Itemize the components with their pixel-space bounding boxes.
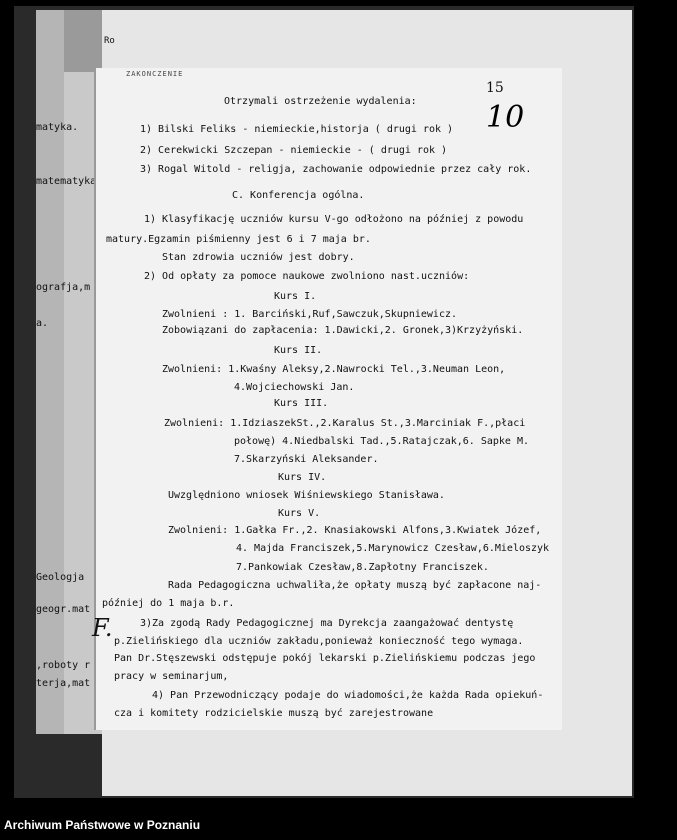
text-line: 7.Pankowiak Czesław,8.Zapłotny Franciszek. (236, 562, 489, 573)
course-heading: Kurs II. (274, 345, 323, 356)
text-line: Zwolnieni: 1.Kwaśny Aleksy,2.Nawrocki Tel.,3.Neuman Leon, (162, 364, 506, 375)
margin-mark: F. (92, 614, 113, 642)
text-line: 7.Skarzyński Aleksander. (234, 454, 379, 465)
margin-fragment: ,roboty r (36, 660, 91, 671)
text-line: połowę) 4.Niedbalski Tad.,5.Ratajczak,6. Sapke M. (234, 436, 530, 447)
text-line: Zwolnieni : 1. Barciński,Ruf,Sawczuk,Skupniewicz. (162, 309, 458, 320)
course-heading: Kurs I. (274, 291, 317, 302)
page-stamp: 15 (486, 80, 504, 96)
text-line: Uwzględniono wniosek Wiśniewskiego Stanisława. (168, 490, 445, 501)
document-page (96, 68, 562, 730)
course-heading: Kurs III. (274, 398, 329, 409)
text-line: Pan Dr.Stęszewski odstępuje pokój lekarski p.Zielińskiemu podczas jego (114, 653, 536, 664)
archive-credit: Archiwum Państwowe w Poznaniu (4, 818, 201, 832)
text-line: Stan zdrowia uczniów jest dobry. (162, 252, 355, 263)
text-line: Otrzymali ostrzeżenie wydalenia: (224, 96, 417, 107)
margin-fragment: terja,mat (36, 678, 91, 689)
section-heading: C. Konferencja ogólna. (232, 190, 365, 201)
course-heading: Kurs V. (278, 508, 321, 519)
handwritten-number: 10 (486, 100, 525, 135)
text-line: 4) Pan Przewodniczący podaje do wiadomości,że każda Rada opiekuń- (152, 690, 544, 701)
margin-fragment: Geologja (36, 572, 85, 583)
text-line: cza i komitety rodzicielskie muszą być zarejestrowane (114, 708, 434, 719)
margin-fragment: matyka. (36, 122, 79, 133)
text-line: 2) Od opłaty za pomoce naukowe zwolniono nast.uczniów: (144, 271, 470, 282)
text-line: Zwolnieni: 1.IdziaszekSt.,2.Karalus St.,3.Marciniak F.,płaci (164, 418, 526, 429)
margin-fragment: a. (36, 318, 49, 329)
text-line: matury.Egzamin piśmienny jest 6 i 7 maja br. (106, 234, 371, 245)
text-line: 3) Rogal Witold - religja, zachowanie odpowiednie przez cały rok. (140, 164, 532, 175)
text-line: 4.Wojciechowski Jan. (234, 382, 355, 393)
text-line: później do 1 maja b.r. (102, 598, 235, 609)
text-line: Rada Pedagogiczna uchwaliła,że opłaty muszą być zapłacone naj- (168, 580, 542, 591)
text-line: 4. Majda Franciszek,5.Marynowicz Czesław,6.Mieloszyk (236, 543, 550, 554)
page-tab (64, 10, 102, 72)
text-line: 1) Klasyfikację uczniów kursu V-go odłożono na później z powodu (144, 214, 524, 225)
margin-fragment: ografja,m (36, 282, 91, 293)
back-page-marker: Ro (104, 36, 115, 46)
text-line: 1) Bilski Feliks - niemieckie,historja ( drugi rok ) (140, 124, 454, 135)
margin-fragment: geogr.mat (36, 604, 91, 615)
margin-fragment: matematyka (36, 176, 97, 187)
text-line: Zobowiązani do zapłacenia: 1.Dawicki,2. Gronek,3)Krzyżyński. (162, 325, 524, 336)
text-line: 2) Cerekwicki Szczepan - niemieckie - ( drugi rok ) (140, 145, 448, 156)
text-line: pracy w seminarjum, (114, 671, 229, 682)
header-text: ZAKONCZENIE (126, 70, 184, 78)
text-line: 3)Za zgodą Rady Pedagogicznej ma Dyrekcja zaangażować dentystę (140, 618, 514, 629)
course-heading: Kurs IV. (278, 472, 327, 483)
text-line: Zwolnieni: 1.Gałka Fr.,2. Knasiakowski Alfons,3.Kwiatek Józef, (168, 525, 542, 536)
text-line: p.Zielińskiego dla uczniów zakładu,ponieważ konieczność tego wymaga. (114, 636, 524, 647)
page-edge-strip (36, 10, 64, 734)
